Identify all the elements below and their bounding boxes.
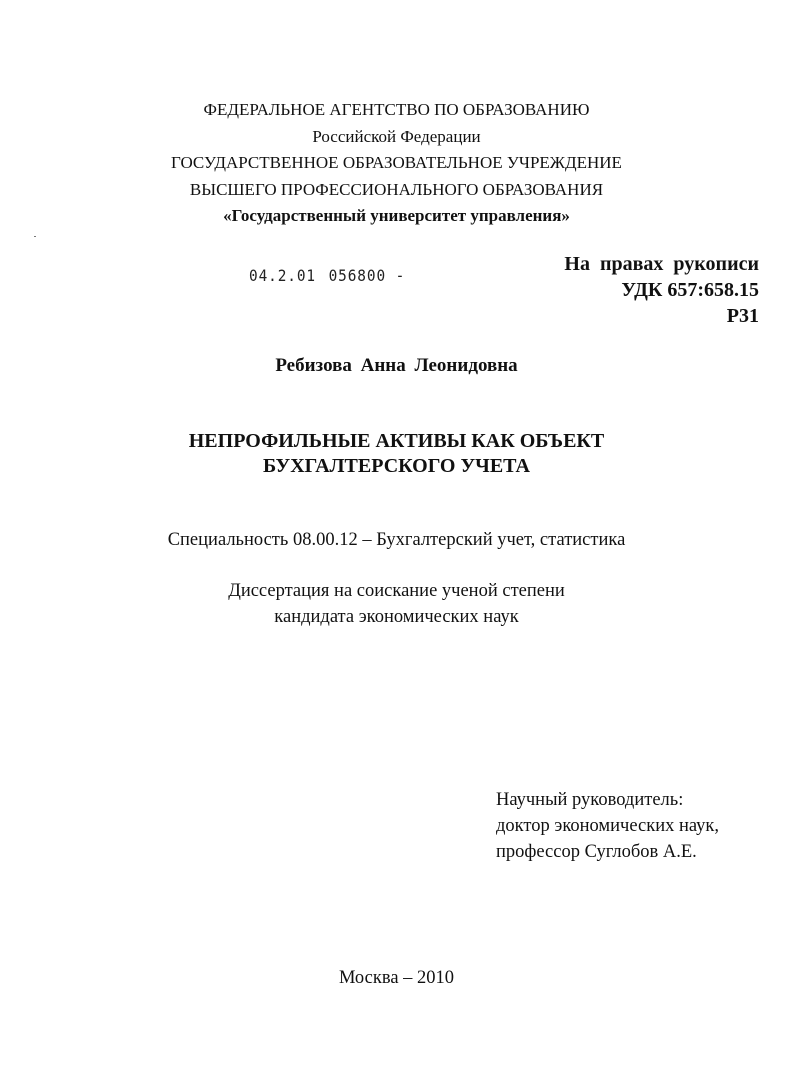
scan-speck bbox=[34, 236, 36, 237]
supervisor-label: Научный руководитель: bbox=[496, 790, 684, 810]
stamp-date: 04.2.01 bbox=[249, 266, 316, 285]
title-line-2: БУХГАЛТЕРСКОГО УЧЕТА bbox=[263, 455, 530, 477]
manuscript-rights-block bbox=[564, 251, 759, 329]
supervisor-block bbox=[496, 787, 719, 865]
stamp-number: 056800 - bbox=[328, 266, 406, 285]
registration-stamp bbox=[249, 266, 405, 285]
supervisor-degree: доктор экономических наук, bbox=[496, 816, 720, 836]
agency-line: ФЕДЕРАЛЬНОЕ АГЕНТСТВО ПО ОБРАЗОВАНИЮ bbox=[203, 100, 590, 119]
classification-code: Р31 bbox=[726, 305, 759, 327]
author-name: Ребизова Анна Леонидовна bbox=[275, 355, 518, 376]
institution-header bbox=[0, 97, 793, 230]
supervisor-name: профессор Суглобов А.Е. bbox=[496, 842, 697, 862]
city-year: Москва – 2010 bbox=[338, 968, 455, 988]
udc-code: УДК 657:658.15 bbox=[621, 279, 759, 301]
federation-line: Российской Федерации bbox=[312, 126, 481, 146]
university-name: «Государственный университет управления» bbox=[223, 206, 570, 225]
degree-line-1: Диссертация на соискание ученой степени bbox=[228, 581, 565, 601]
manuscript-label: На правах рукописи bbox=[564, 253, 759, 275]
degree-line-2: кандидата экономических наук bbox=[274, 607, 519, 627]
title-line-1: НЕПРОФИЛЬНЫЕ АКТИВЫ КАК ОБЪЕКТ bbox=[188, 430, 605, 452]
institution-type-line-2: ВЫСШЕГО ПРОФЕССИОНАЛЬНОГО ОБРАЗОВАНИЯ bbox=[189, 179, 604, 199]
specialty-line: Специальность 08.00.12 – Бухгалтерский учет, статистика bbox=[167, 530, 626, 550]
institution-type-line-1: ГОСУДАРСТВЕННОЕ ОБРАЗОВАТЕЛЬНОЕ УЧРЕЖДЕНИЕ bbox=[171, 153, 622, 172]
dissertation-title bbox=[0, 429, 793, 479]
degree-statement bbox=[0, 578, 793, 630]
